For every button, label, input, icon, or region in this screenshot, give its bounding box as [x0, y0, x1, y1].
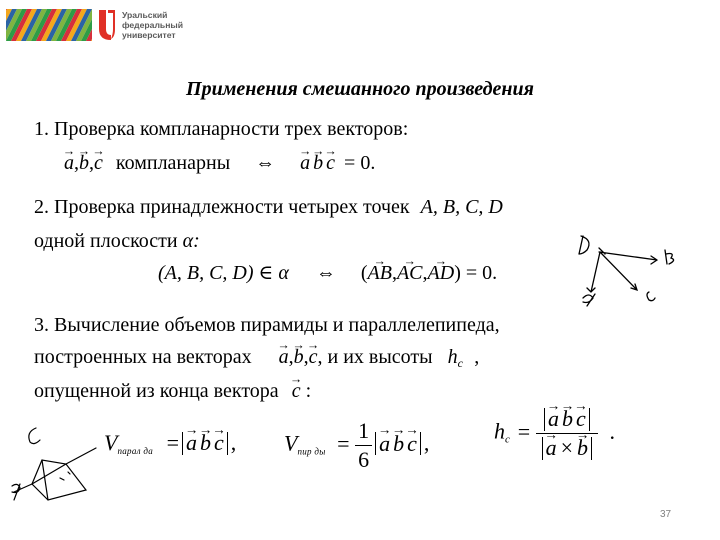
height-h: h — [447, 346, 458, 368]
vector-ac: → AC — [397, 262, 423, 285]
item-2-text-main: 2. Проверка принадлежности четырех точек — [34, 196, 410, 218]
vector-b: → b — [200, 430, 211, 456]
cross-product-symbol: × — [560, 435, 574, 460]
separator: , — [288, 346, 294, 368]
vector-a: → a — [300, 152, 310, 175]
separator: , — [74, 152, 79, 174]
vector-c: → c — [576, 406, 586, 432]
vector-a: → a — [379, 431, 390, 457]
abs-bar-left — [182, 432, 183, 455]
university-name-line-1: Уральский — [122, 10, 168, 20]
university-name-line-3: университет — [122, 30, 176, 40]
abs-bar-left — [375, 432, 376, 455]
height-h: h — [494, 418, 505, 444]
vector-b: → b — [562, 406, 573, 432]
item-2-points: A, B, C, D — [420, 196, 503, 218]
fraction-one-sixth — [355, 418, 372, 473]
volume-subscript-parallelepiped: парал да — [117, 446, 154, 456]
height-denominator — [536, 433, 598, 461]
separator: , — [422, 262, 428, 284]
volume-subscript-pyramid: пир ды — [297, 446, 326, 457]
separator: , — [303, 346, 309, 368]
item-2-text — [34, 196, 503, 219]
fraction-denominator: 6 — [355, 445, 372, 473]
vector-c: → c — [94, 152, 103, 175]
height-subscript: c — [505, 433, 511, 446]
item-2-plane-text: одной плоскости — [34, 230, 178, 252]
volume-symbol: V — [104, 430, 118, 455]
logo-stripes — [6, 9, 92, 41]
equals-zero: = 0. — [344, 152, 376, 174]
item-3-line-3 — [34, 380, 311, 403]
item-2-formula — [158, 260, 497, 285]
vector-c: → c — [407, 431, 417, 457]
equals: = — [337, 430, 350, 456]
item-2-text-line2 — [34, 230, 200, 253]
separator: , — [89, 152, 94, 174]
plane-alpha: α: — [182, 230, 200, 252]
vector-b: → b — [79, 152, 89, 175]
item-1-text: 1. Проверка компланарности трех векторов: — [34, 118, 409, 140]
comma: , — [423, 430, 430, 456]
height-subscript: c — [457, 356, 464, 370]
abs-bar-left — [542, 437, 543, 460]
equivalence-symbol: ⇔ — [255, 152, 276, 174]
comma: , — [474, 346, 480, 368]
abs-bar-right — [420, 432, 421, 455]
paren-close-equals-zero: ) = 0. — [454, 262, 498, 284]
separator: , — [391, 262, 397, 284]
vector-b: → b — [313, 152, 323, 175]
vector-a: → a — [548, 406, 559, 432]
abs-bar-right — [227, 432, 228, 455]
points-in-plane: (A, B, C, D) ∈ α — [158, 262, 289, 284]
vector-b: → b — [393, 431, 404, 457]
vector-b: → b — [577, 435, 588, 461]
vector-a: → a — [279, 346, 289, 369]
height-fraction — [536, 406, 598, 461]
comma: , — [230, 430, 237, 455]
handwritten-points-sketch — [565, 232, 695, 312]
abs-bar-right — [591, 437, 592, 460]
item-3-line-2-text: построенных на векторах — [34, 346, 252, 368]
item-3-line-1: 3. Вычисление объемов пирамиды и параллелепипеда, — [34, 314, 500, 336]
vector-a: → a — [186, 430, 197, 456]
university-name-line-2: федеральный — [122, 20, 184, 30]
paren-open: ( — [360, 262, 368, 284]
equals: = — [517, 418, 531, 444]
vector-c: → c — [214, 430, 224, 456]
volume-parallelepiped-formula — [104, 430, 236, 456]
vector-c: → c — [326, 152, 335, 175]
equals: = — [166, 430, 180, 455]
item-3-line-3-text: опущенной из конца вектора — [34, 380, 279, 402]
slide-title: Применения смешанного произведения — [186, 78, 534, 100]
item-3-line-2 — [34, 346, 479, 371]
vector-ab: → AB — [368, 262, 392, 285]
page-number: 37 — [660, 509, 672, 520]
colon: : — [305, 380, 312, 402]
final-dot: . — [609, 418, 616, 444]
coplanar-word: компланарны — [115, 152, 231, 174]
vector-ad: → AD — [428, 262, 455, 285]
vector-b: → b — [294, 346, 304, 369]
fraction-numerator: 1 — [358, 418, 370, 443]
university-logo-icon — [98, 9, 116, 41]
vector-a: → a — [64, 152, 74, 175]
vector-a: → a — [546, 435, 557, 461]
item-1-formula — [64, 152, 375, 175]
university-name — [122, 10, 183, 40]
vector-c: → c — [309, 346, 318, 369]
volume-symbol: V — [284, 430, 298, 456]
handwritten-pyramid-sketch — [8, 420, 108, 508]
item-3-heights-text: , и их высоты — [317, 346, 433, 368]
volume-pyramid-formula — [284, 418, 429, 473]
vector-c: → c — [292, 380, 301, 403]
equivalence-symbol: ⇔ — [315, 262, 336, 284]
height-formula — [494, 406, 615, 461]
